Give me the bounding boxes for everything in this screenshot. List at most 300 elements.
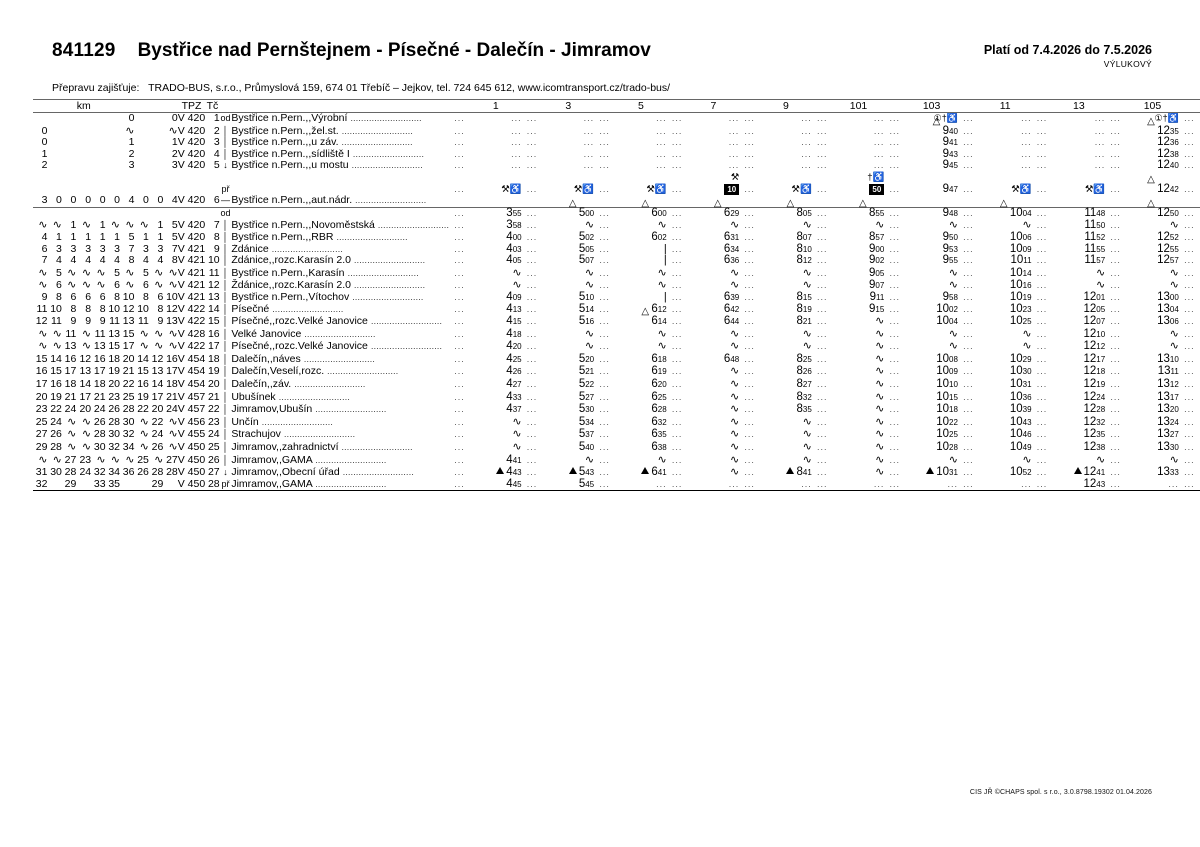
stop-name[interactable]: Dalečín,,náves ........................... — [231, 352, 375, 365]
departure-time[interactable]: ∿ — [1095, 452, 1106, 466]
departure-time[interactable]: ⚒♿ — [1011, 183, 1032, 195]
departure-time[interactable]: ∿ — [875, 377, 885, 391]
departure-time[interactable]: ... — [801, 125, 812, 136]
departure-time[interactable]: 437 — [506, 403, 522, 416]
departure-time[interactable]: ∿ — [875, 427, 885, 441]
departure-time[interactable]: 1150 — [1084, 219, 1106, 232]
departure-time[interactable]: 1004 — [936, 315, 958, 328]
departure-time[interactable]: ... — [760, 113, 812, 125]
departure-time[interactable]: ... — [1126, 479, 1179, 491]
departure-time[interactable]: 1152 — [1084, 230, 1106, 243]
departure-time[interactable]: △ 500 — [542, 207, 594, 219]
departure-time[interactable]: 602 — [651, 230, 667, 243]
departure-time[interactable]: 1243 — [1052, 479, 1105, 491]
departure-time[interactable]: 1205 — [1083, 302, 1106, 315]
departure-time[interactable]: 1300 — [1157, 290, 1179, 303]
departure-time[interactable]: 427 — [506, 378, 522, 391]
departure-time[interactable]: ... — [801, 160, 812, 171]
stop-name[interactable]: Bystřice n.Pern.,,u mostu ........................... — [231, 160, 423, 172]
departure-time[interactable]: ... — [542, 113, 594, 125]
departure-time[interactable]: ∿ — [1022, 326, 1032, 340]
departure-time[interactable]: ∿ — [512, 278, 522, 292]
departure-time[interactable]: ∿ — [584, 326, 595, 340]
departure-time[interactable]: ⚒♿ — [501, 183, 522, 195]
departure-time[interactable]: ∿ — [730, 339, 740, 353]
departure-time[interactable]: ∿ — [802, 278, 812, 292]
departure-time[interactable]: 510 — [578, 290, 595, 303]
departure-time[interactable]: ... — [979, 479, 1032, 491]
departure-time[interactable]: ⚒ 10 — [688, 172, 740, 195]
departure-time[interactable]: 635 — [651, 428, 667, 441]
departure-time[interactable]: ... — [656, 125, 667, 136]
stop-name[interactable]: Jimramov,,GAMA ........................... — [231, 479, 449, 491]
departure-time[interactable]: ∿ — [730, 452, 740, 466]
departure-time[interactable]: ∿ — [730, 278, 740, 292]
departure-time[interactable]: 1023 — [1009, 302, 1032, 315]
departure-time[interactable]: ∿ — [875, 414, 885, 428]
stop-name[interactable]: Jimramov,,GAMA ........................... — [231, 453, 387, 466]
departure-time[interactable]: 1022 — [936, 415, 958, 428]
departure-time[interactable]: ∿ — [802, 265, 812, 279]
departure-time[interactable]: 620 — [651, 378, 667, 391]
departure-time[interactable]: ∿ — [948, 452, 958, 466]
departure-time[interactable]: 537 — [578, 428, 595, 441]
departure-time[interactable]: 902 — [869, 254, 885, 267]
departure-time[interactable]: ∿ — [657, 452, 667, 466]
departure-time[interactable]: △ 1242 — [1126, 172, 1179, 195]
departure-time[interactable]: ∿ — [802, 452, 812, 466]
stop-name[interactable]: Bystřice n.Pern.,,žel.st. ........................... — [231, 124, 413, 137]
departure-time[interactable]: 433 — [506, 390, 522, 403]
departure-time[interactable]: 1255 — [1157, 242, 1179, 255]
departure-time[interactable]: 915 — [869, 302, 885, 315]
departure-time[interactable]: 1010 — [936, 378, 958, 391]
departure-time[interactable]: 612 — [651, 302, 667, 315]
departure-time[interactable]: 545 — [542, 479, 594, 491]
departure-time[interactable]: ... — [511, 125, 522, 136]
stop-name[interactable]: Písečné,,rozc.Velké Janovice ........................... — [231, 315, 443, 328]
departure-time[interactable]: 1031 — [905, 466, 958, 479]
departure-time[interactable]: △ 940 — [905, 125, 958, 138]
departure-time[interactable]: ... — [511, 160, 522, 171]
course-number[interactable]: 9 — [760, 100, 812, 113]
departure-time[interactable]: 1019 — [1009, 290, 1032, 303]
departure-time[interactable]: ... — [1021, 125, 1032, 136]
departure-time[interactable]: 950 — [942, 230, 958, 243]
departure-time[interactable]: 1157 — [1084, 254, 1106, 267]
departure-time[interactable]: 507 — [578, 254, 595, 267]
departure-time[interactable]: 1025 — [1009, 315, 1032, 328]
departure-time[interactable]: 1043 — [1009, 415, 1032, 428]
stop-name[interactable]: Ubušínek ........................... — [231, 390, 350, 403]
departure-time[interactable]: 632 — [651, 415, 667, 428]
departure-time[interactable]: ∿ — [730, 440, 740, 454]
departure-time[interactable]: ... — [656, 148, 667, 159]
course-number[interactable]: 3 — [542, 100, 594, 113]
stop-name[interactable] — [231, 172, 449, 195]
departure-time[interactable]: 1008 — [936, 352, 958, 365]
departure-time[interactable] — [1052, 195, 1105, 207]
stop-name[interactable]: Unčín ........................... — [231, 415, 333, 428]
departure-time[interactable]: 1320 — [1157, 403, 1179, 416]
stop-name[interactable] — [231, 207, 449, 219]
departure-time[interactable]: ∿ — [1169, 218, 1179, 232]
course-number[interactable]: 105 — [1126, 100, 1179, 113]
departure-time[interactable]: 948 — [905, 207, 958, 219]
departure-time[interactable]: ... — [833, 113, 885, 125]
departure-time[interactable]: 1025 — [936, 428, 958, 441]
departure-time[interactable]: ①†♿ — [1126, 113, 1179, 125]
departure-time[interactable]: | — [663, 290, 667, 303]
stop-name[interactable]: Písečné ........................... — [231, 303, 344, 315]
departure-time[interactable]: 648 — [723, 352, 740, 365]
departure-time[interactable]: 1029 — [1009, 352, 1032, 365]
departure-time[interactable]: ... — [728, 137, 740, 148]
departure-time[interactable]: ∿ — [948, 326, 958, 340]
departure-time[interactable]: 618 — [651, 352, 667, 365]
departure-time[interactable]: ... — [583, 160, 595, 171]
course-number[interactable]: 13 — [1052, 100, 1105, 113]
departure-time[interactable]: 958 — [942, 290, 958, 303]
stop-name[interactable]: Ždánice,,rozc.Karasín 2.0 ........................... — [231, 255, 426, 267]
departure-time[interactable]: ... — [656, 160, 667, 171]
departure-time[interactable]: | — [663, 242, 667, 255]
departure-time[interactable]: ∿ — [730, 427, 740, 441]
departure-time[interactable]: ... — [1021, 148, 1032, 159]
departure-time[interactable]: ⚒♿ — [573, 183, 595, 195]
departure-time[interactable]: ... — [873, 125, 885, 136]
departure-time[interactable]: 639 — [723, 290, 740, 303]
course-number[interactable]: 103 — [905, 100, 958, 113]
departure-time[interactable]: †♿ 50 — [867, 171, 885, 194]
stop-name[interactable]: Bystřice n.Pern.,,Novoměstská ........................... — [231, 219, 450, 232]
stop-name[interactable]: Velké Janovice ........................... — [231, 327, 376, 340]
departure-time[interactable]: ⚒♿ — [1084, 183, 1106, 195]
departure-time[interactable]: ∿ — [1169, 265, 1179, 279]
departure-time[interactable]: 358 — [506, 219, 522, 232]
departure-time[interactable]: ∿ — [802, 427, 812, 441]
departure-time[interactable]: 841 — [760, 466, 812, 479]
departure-time[interactable]: ... — [470, 113, 522, 125]
departure-time[interactable]: 1009 — [936, 365, 958, 378]
departure-time[interactable]: ... — [1052, 113, 1105, 125]
departure-time[interactable]: ∿ — [802, 326, 812, 340]
departure-time[interactable]: 628 — [651, 403, 667, 416]
departure-time[interactable]: ... — [1021, 160, 1032, 171]
departure-time[interactable]: ... — [905, 479, 958, 491]
departure-time[interactable]: 807 — [796, 230, 812, 243]
departure-time[interactable]: 1310 — [1157, 352, 1179, 365]
departure-time[interactable]: 516 — [578, 315, 595, 328]
stop-name[interactable]: Bystřice n.Pern.,,sídliště I ........................... — [231, 148, 424, 160]
departure-time[interactable]: ①†♿ — [905, 113, 958, 125]
departure-time[interactable]: 1030 — [1009, 365, 1032, 378]
departure-time[interactable]: 945 — [942, 159, 958, 172]
departure-time[interactable]: 1306 — [1157, 315, 1179, 328]
departure-time[interactable]: ∿ — [657, 326, 667, 340]
departure-time[interactable]: ... — [979, 113, 1032, 125]
departure-time[interactable]: 907 — [869, 279, 885, 292]
departure-time[interactable]: 1002 — [936, 302, 958, 315]
departure-time[interactable]: ∿ — [512, 440, 522, 454]
departure-time[interactable]: ∿ — [875, 402, 885, 416]
departure-time[interactable]: 911 — [869, 290, 885, 303]
departure-time[interactable]: ... — [583, 137, 595, 148]
departure-time[interactable]: 1232 — [1083, 415, 1106, 428]
departure-time[interactable]: ∿ — [875, 452, 885, 466]
stop-name[interactable]: Ždánice,,rozc.Karasín 2.0 ........................... — [231, 279, 426, 292]
departure-time[interactable]: 943 — [942, 147, 958, 160]
departure-time[interactable]: 413 — [506, 302, 522, 315]
departure-time[interactable]: 857 — [869, 230, 885, 243]
departure-time[interactable]: ∿ — [730, 414, 740, 428]
departure-time[interactable]: 1235 — [1083, 428, 1106, 441]
departure-time[interactable]: 1236 — [1157, 136, 1179, 149]
departure-time[interactable]: 827 — [796, 378, 812, 391]
departure-time[interactable]: ∿ — [875, 351, 885, 365]
departure-time[interactable]: ∿ — [948, 265, 958, 279]
departure-time[interactable]: ... — [511, 137, 522, 148]
departure-time[interactable]: 1212 — [1083, 340, 1106, 353]
departure-time[interactable]: 641 — [615, 466, 667, 479]
stop-name[interactable]: Písečné,,rozc.Velké Janovice ........................... — [231, 340, 443, 353]
departure-time[interactable]: △ 629 — [688, 207, 740, 219]
departure-time[interactable]: 543 — [542, 466, 594, 479]
departure-time[interactable]: 534 — [578, 415, 595, 428]
departure-time[interactable]: 819 — [796, 302, 812, 315]
departure-time[interactable]: ... — [801, 137, 812, 148]
departure-time[interactable]: ∿ — [875, 218, 885, 232]
departure-time[interactable]: 638 — [651, 441, 667, 454]
course-number[interactable]: 5 — [615, 100, 667, 113]
departure-time[interactable]: 1207 — [1083, 315, 1106, 328]
stop-name[interactable]: Dalečín,Veselí,rozc. ........................... — [231, 365, 399, 378]
departure-time[interactable]: 1304 — [1157, 302, 1179, 315]
departure-time[interactable]: ∿ — [730, 326, 740, 340]
course-number[interactable]: 1 — [470, 100, 522, 113]
departure-time[interactable]: ... — [1094, 125, 1106, 136]
departure-time[interactable]: ∿ — [512, 265, 522, 279]
departure-time[interactable]: 1011 — [1010, 254, 1032, 267]
departure-time[interactable]: △ 614 — [615, 315, 667, 328]
departure-time[interactable]: ∿ — [802, 440, 812, 454]
departure-time[interactable]: 441 — [506, 453, 522, 466]
departure-time[interactable]: 1210 — [1083, 327, 1106, 340]
departure-time[interactable]: 1257 — [1157, 254, 1179, 267]
stop-name[interactable]: Jimramov,,Obecní úřad ........................... — [231, 466, 414, 479]
departure-time[interactable]: 1333 — [1157, 466, 1179, 479]
departure-time[interactable]: ∿ — [1169, 339, 1179, 353]
departure-time[interactable]: 810 — [796, 242, 812, 255]
departure-time[interactable]: ∿ — [1169, 452, 1179, 466]
departure-time[interactable]: ... — [728, 125, 740, 136]
departure-time[interactable]: ∿ — [584, 278, 595, 292]
departure-time[interactable]: ∿ — [657, 265, 667, 279]
departure-time[interactable]: 905 — [869, 266, 885, 279]
departure-time[interactable]: 1218 — [1083, 365, 1106, 378]
departure-time[interactable]: 445 — [470, 479, 522, 491]
stop-name[interactable]: Strachujov ........................... — [231, 428, 356, 441]
departure-time[interactable]: ∿ — [802, 414, 812, 428]
departure-time[interactable]: ... — [1094, 148, 1106, 159]
departure-time[interactable]: 1015 — [936, 390, 958, 403]
departure-time[interactable]: ... — [1094, 160, 1106, 171]
departure-time[interactable]: △ 1250 — [1126, 207, 1179, 219]
departure-time[interactable]: ∿ — [875, 326, 885, 340]
departure-time[interactable]: 1028 — [936, 441, 958, 454]
departure-time[interactable]: 505 — [578, 242, 595, 255]
stop-name[interactable]: Dalečín,,záv. ........................... — [231, 378, 366, 391]
departure-time[interactable]: 540 — [578, 441, 595, 454]
departure-time[interactable]: 1016 — [1009, 279, 1032, 292]
departure-time[interactable]: ... — [688, 113, 740, 125]
departure-time[interactable]: △ 600 — [615, 207, 667, 219]
departure-time[interactable]: 1241 — [1052, 466, 1105, 479]
departure-time[interactable]: 443 — [470, 466, 522, 479]
departure-time[interactable] — [905, 195, 958, 207]
departure-time[interactable]: 953 — [942, 242, 958, 255]
departure-time[interactable]: 1049 — [1009, 441, 1032, 454]
departure-time[interactable]: 1155 — [1084, 242, 1106, 255]
stop-name[interactable]: Jimramov,Ubušín ........................... — [231, 403, 387, 416]
departure-time[interactable]: 527 — [578, 390, 595, 403]
departure-time[interactable]: 405 — [506, 254, 522, 267]
departure-time[interactable]: ⚒♿ — [646, 183, 667, 195]
departure-time[interactable]: 826 — [796, 365, 812, 378]
departure-time[interactable]: ∿ — [730, 265, 740, 279]
departure-time[interactable]: ∿ — [657, 278, 667, 292]
departure-time[interactable]: ⚒♿ — [791, 183, 812, 195]
departure-time[interactable]: 1228 — [1083, 403, 1106, 416]
departure-time[interactable]: ∿ — [875, 465, 885, 479]
departure-time[interactable]: 522 — [578, 378, 595, 391]
departure-time[interactable]: 1224 — [1083, 390, 1106, 403]
departure-time[interactable]: △ 855 — [833, 207, 885, 219]
departure-time[interactable]: △ 1235 — [1126, 125, 1179, 138]
departure-time[interactable]: 1052 — [1009, 466, 1032, 479]
departure-time[interactable]: ∿ — [1022, 218, 1032, 232]
departure-time[interactable]: 1217 — [1083, 352, 1106, 365]
departure-time[interactable]: ∿ — [1095, 278, 1106, 292]
departure-time[interactable]: 1238 — [1083, 441, 1106, 454]
departure-time[interactable]: 815 — [796, 290, 812, 303]
departure-time[interactable]: 1046 — [1009, 428, 1032, 441]
departure-time[interactable]: ... — [801, 148, 812, 159]
departure-time[interactable]: ∿ — [1022, 452, 1032, 466]
departure-time[interactable]: 521 — [578, 365, 595, 378]
departure-time[interactable]: ∿ — [875, 314, 885, 328]
departure-time[interactable]: 403 — [506, 242, 522, 255]
departure-time[interactable]: 1330 — [1157, 441, 1179, 454]
departure-time[interactable]: ... — [615, 479, 667, 491]
departure-time[interactable]: ∿ — [584, 265, 595, 279]
departure-time[interactable]: ... — [583, 148, 595, 159]
departure-time[interactable]: 642 — [723, 302, 740, 315]
departure-time[interactable]: ∿ — [1022, 339, 1032, 353]
stop-name[interactable]: Bystřice n.Pern.,,aut.nádr. ........................... — [231, 195, 427, 207]
stop-name[interactable]: Bystřice n.Pern.,,RBR ........................... — [231, 231, 408, 243]
departure-time[interactable]: ... — [615, 113, 667, 125]
departure-time[interactable]: 1039 — [1009, 403, 1032, 416]
departure-time[interactable]: 1009 — [1009, 242, 1032, 255]
departure-time[interactable]: 835 — [796, 403, 812, 416]
course-number[interactable]: 7 — [688, 100, 740, 113]
departure-time[interactable]: ∿ — [802, 218, 812, 232]
departure-time[interactable]: 900 — [869, 242, 885, 255]
departure-time[interactable]: ... — [873, 160, 885, 171]
departure-time[interactable]: ∿ — [875, 389, 885, 403]
departure-time[interactable]: 1317 — [1157, 390, 1179, 403]
departure-time[interactable]: ∿ — [730, 402, 740, 416]
departure-time[interactable]: 426 — [506, 365, 522, 378]
departure-time[interactable]: ... — [728, 160, 740, 171]
departure-time[interactable]: 1240 — [1157, 159, 1179, 172]
departure-time[interactable]: 636 — [723, 254, 740, 267]
departure-time[interactable]: 1252 — [1157, 230, 1179, 243]
departure-time[interactable]: 1312 — [1157, 378, 1179, 391]
departure-time[interactable]: ∿ — [1169, 278, 1179, 292]
departure-time[interactable]: 415 — [506, 315, 522, 328]
departure-time[interactable]: ∿ — [584, 452, 595, 466]
departure-time[interactable]: 619 — [651, 365, 667, 378]
departure-time[interactable]: ∿ — [730, 218, 740, 232]
departure-time[interactable]: ∿ — [802, 339, 812, 353]
departure-time[interactable]: 1148 — [1052, 207, 1105, 219]
departure-time[interactable]: 1201 — [1083, 290, 1106, 303]
departure-time[interactable]: ∿ — [875, 440, 885, 454]
departure-time[interactable]: 644 — [723, 315, 740, 328]
departure-time[interactable]: 1327 — [1157, 428, 1179, 441]
departure-time[interactable]: ∿ — [730, 377, 740, 391]
departure-time[interactable] — [470, 195, 522, 207]
departure-time[interactable]: ∿ — [1169, 326, 1179, 340]
departure-time[interactable]: ∿ — [512, 427, 522, 441]
departure-time[interactable]: ... — [728, 148, 740, 159]
departure-time[interactable]: 634 — [723, 242, 740, 255]
departure-time[interactable]: ∿ — [1095, 265, 1106, 279]
departure-time[interactable]: ∿ — [875, 339, 885, 353]
departure-time[interactable]: 955 — [942, 254, 958, 267]
departure-time[interactable]: ... — [1021, 137, 1032, 148]
departure-time[interactable]: ∿ — [948, 218, 958, 232]
departure-time[interactable]: ... — [1094, 137, 1106, 148]
departure-time[interactable]: ∿ — [875, 364, 885, 378]
departure-time[interactable]: ∿ — [948, 339, 958, 353]
departure-time[interactable]: 502 — [578, 230, 595, 243]
stop-name[interactable]: Jimramov,,zahradnictví ........................... — [231, 441, 413, 454]
departure-time[interactable]: ... — [511, 148, 522, 159]
departure-time[interactable]: 420 — [506, 340, 522, 353]
departure-time[interactable]: ∿ — [657, 218, 667, 232]
stop-name[interactable]: Ždánice ........................... — [231, 243, 343, 255]
departure-time[interactable]: 418 — [506, 327, 522, 340]
departure-time[interactable]: 625 — [651, 390, 667, 403]
departure-time[interactable]: 1036 — [1009, 390, 1032, 403]
course-number[interactable]: 11 — [979, 100, 1032, 113]
departure-time[interactable]: ... — [833, 479, 885, 491]
departure-time[interactable]: 1018 — [936, 403, 958, 416]
departure-time[interactable]: ∿ — [584, 218, 595, 232]
departure-time[interactable]: 1238 — [1157, 147, 1179, 160]
departure-time[interactable]: ... — [656, 137, 667, 148]
stop-name[interactable]: Bystřice n.Pern.,,u záv. ........................... — [231, 137, 413, 149]
departure-time[interactable]: | — [663, 254, 667, 267]
departure-time[interactable]: ∿ — [512, 414, 522, 428]
departure-time[interactable]: ... — [688, 479, 740, 491]
departure-time[interactable]: △ 1004 — [979, 207, 1032, 219]
departure-time[interactable]: 530 — [578, 403, 595, 416]
departure-time[interactable]: 1219 — [1083, 378, 1106, 391]
